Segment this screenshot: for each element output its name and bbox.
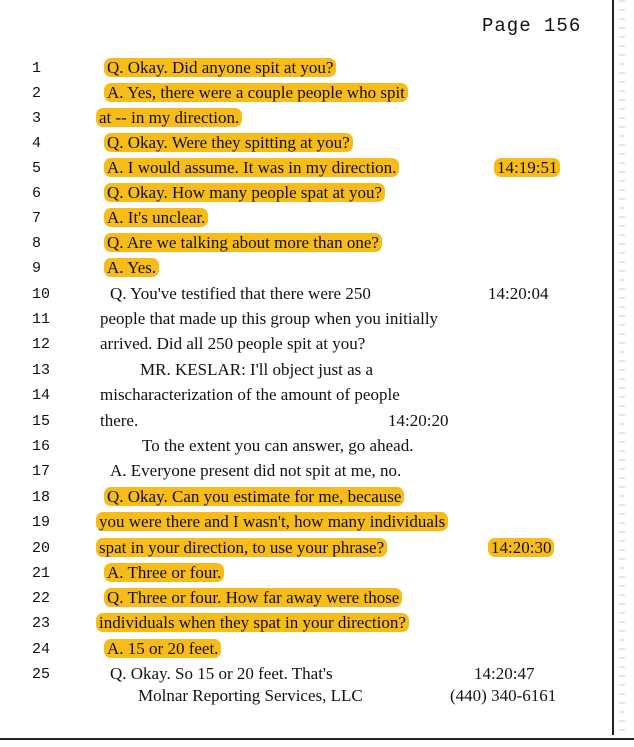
highlighted-text: Q. Okay. Did anyone spit at you? (104, 58, 336, 77)
highlighted-text: individuals when they spat in your direction? (96, 613, 409, 632)
line-number: 18 (32, 489, 51, 506)
transcript-line (96, 512, 448, 532)
highlighted-text: A. It's unclear. (104, 208, 208, 227)
line-number: 5 (32, 160, 42, 177)
highlighted-text: Q. Okay. Were they spitting at you? (104, 133, 353, 152)
highlighted-text: Q. Okay. Can you estimate for me, because (104, 487, 404, 506)
line-number: 8 (32, 235, 42, 252)
timestamp (494, 158, 560, 178)
highlighted-text: at -- in my direction. (96, 108, 242, 127)
reporter-phone: (440) 340-6161 (450, 686, 557, 705)
timestamp (488, 538, 554, 558)
reporter-company: Molnar Reporting Services, LLC (138, 686, 363, 705)
line-number: 21 (32, 565, 51, 582)
line-number: 15 (32, 413, 51, 430)
line-number: 13 (32, 362, 51, 379)
timestamp: 14:20:04 (488, 284, 549, 303)
transcript-line: mischaracterization of the amount of people (100, 385, 400, 404)
line-number: 2 (32, 85, 42, 102)
scan-edge-speckle (619, 0, 625, 735)
line-number: 17 (32, 463, 51, 480)
transcript-line (96, 538, 387, 558)
line-number: 12 (32, 336, 51, 353)
line-number: 25 (32, 666, 51, 683)
highlighted-text: A. Three or four. (104, 563, 224, 582)
line-number: 24 (32, 641, 51, 658)
transcript-line (104, 588, 402, 608)
line-number: 19 (32, 514, 51, 531)
highlighted-text: Q. Three or four. How far away were those (104, 588, 402, 607)
transcript-line (104, 487, 404, 507)
transcript-line: A. Everyone present did not spit at me, no. (110, 461, 402, 480)
line-number: 14 (32, 387, 51, 404)
highlighted-text: A. Yes, there were a couple people who spit (104, 83, 408, 102)
highlighted-text: A. 15 or 20 feet. (104, 639, 221, 658)
transcript-line (104, 133, 353, 153)
line-number: 11 (32, 311, 51, 328)
transcript-line: there. (100, 411, 139, 430)
transcript-line (96, 108, 242, 128)
transcript-line (104, 158, 399, 178)
transcript-line: arrived. Did all 250 people spit at you? (100, 334, 366, 353)
line-number: 4 (32, 135, 42, 152)
line-number: 1 (32, 60, 42, 77)
transcript-line (96, 613, 409, 633)
transcript-line: To the extent you can answer, go ahead. (142, 436, 414, 455)
line-number: 16 (32, 438, 51, 455)
transcript-line: MR. KESLAR: I'll object just as a (140, 360, 374, 379)
transcript-line (104, 639, 221, 659)
line-number: 6 (32, 185, 42, 202)
highlighted-text: A. I would assume. It was in my direction. (104, 158, 399, 177)
transcript-line: Q. Okay. So 15 or 20 feet. That's (110, 664, 333, 683)
line-number: 9 (32, 260, 42, 277)
transcript-line (104, 83, 408, 103)
highlighted-text: Q. Are we talking about more than one? (104, 233, 382, 252)
transcript-line (104, 183, 385, 203)
line-number: 20 (32, 540, 51, 557)
transcript-line (104, 563, 224, 583)
line-number: 22 (32, 590, 51, 607)
transcript-line (104, 258, 159, 278)
transcript-line: people that made up this group when you initially (100, 309, 439, 328)
line-number: 7 (32, 210, 42, 227)
line-number: 23 (32, 615, 51, 632)
page-bottom-rule (0, 738, 634, 740)
timestamp: 14:20:47 (474, 664, 535, 683)
highlighted-text: A. Yes. (104, 258, 159, 277)
highlighted-timestamp: 14:20:30 (488, 538, 554, 557)
line-number: 3 (32, 110, 42, 127)
transcript-line (104, 233, 382, 253)
transcript-line: Q. You've testified that there were 250 (110, 284, 371, 303)
line-number: 10 (32, 286, 51, 303)
transcript-line (104, 58, 336, 78)
highlighted-text: Q. Okay. How many people spat at you? (104, 183, 385, 202)
highlighted-text: you were there and I wasn't, how many individuals (96, 512, 448, 531)
highlighted-timestamp: 14:19:51 (494, 158, 560, 177)
page-number: Page 156 (482, 15, 582, 37)
timestamp: 14:20:20 (388, 411, 449, 430)
transcript-line (104, 208, 208, 228)
highlighted-text: spat in your direction, to use your phrase? (96, 538, 387, 557)
